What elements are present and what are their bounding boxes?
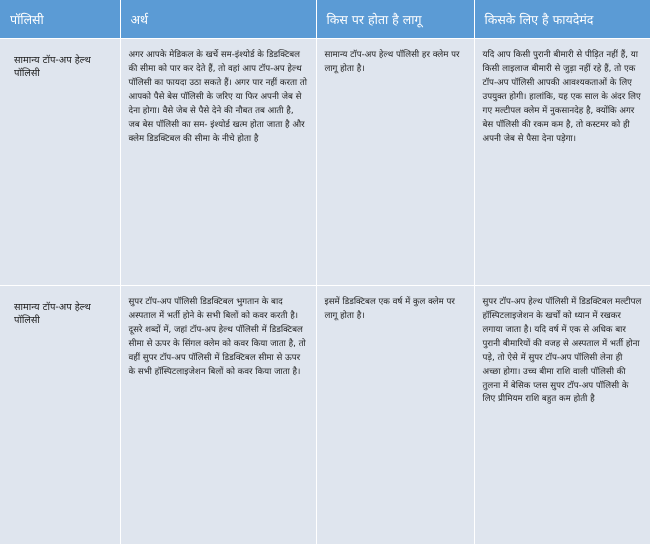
cell-policy: सामान्य टॉप-अप हेल्थ पॉलिसी — [0, 286, 120, 544]
header-policy: पॉलिसी — [0, 0, 120, 39]
header-meaning: अर्थ — [120, 0, 316, 39]
cell-applies-to: इसमें डिडक्टिबल एक वर्ष में कुल क्लेम पर लागू होता है। — [316, 286, 474, 544]
cell-beneficial-for: यदि आप किसी पुरानी बीमारी से पीड़ित नहीं हैं, या किसी लाइलाज बीमारी से जुड़ा नहीं रहे हैं, तो एक टॉप-अप पॉलिसी आपकी आवश्यकताओं के लिए उपयुक्त होगी। हालांकि, यह एक साल के अंदर लिए गए मल्टीपल क्लेम में नुकसानदेह है, क्योंकि अगर बेस पॉलिसी की रकम कम है, तो कस्टमर को ही अपनी जेब से पैसा देना पड़ेगा। — [474, 39, 650, 286]
header-beneficial-for: किसके लिए है फायदेमंद — [474, 0, 650, 39]
table-row — [0, 39, 650, 286]
cell-meaning: सुपर टॉप-अप पॉलिसी डिडक्टिबल भुगतान के बाद अस्पताल में भर्ती होने के सभी बिलों को कवर करती है। दूसरे शब्दों में, जहां टॉप-अप हेल्थ पॉलिसी में डिडक्टिबल सीमा से ऊपर के सिंगल क्लेम को कवर किया जाता है, तो वहीं सुपर टॉप-अप पॉलिसी में डिडक्टिबल सीमा से ऊपर के सभी हॉस्पिटलाइजेशन बिलों को कवर किया जाता है। — [120, 286, 316, 544]
cell-beneficial-for: सुपर टॉप-अप हेल्थ पॉलिसी में डिडक्टिबल मल्टीपल हॉस्पिटलाइजेशन के खर्चों को ध्यान में रखकर लगाया जाता है। यदि वर्ष में एक से अधिक बार पुरानी बीमारियों की वजह से अस्पताल में भर्ती होना पड़े, तो ऐसे में सुपर टॉप-अप पॉलिसी लेना ही अच्छा होगा। उच्च बीमा राशि वाली पॉलिसी की तुलना में बेसिक प्लस सुपर टॉप-अप पॉलिसी के लिए प्रीमियम राशि बहुत कम होती है — [474, 286, 650, 544]
cell-policy: सामान्य टॉप-अप हेल्थ पॉलिसी — [0, 39, 120, 286]
cell-applies-to: सामान्य टॉप-अप हेल्थ पॉलिसी हर क्लेम पर लागू होता है। — [316, 39, 474, 286]
table-header — [0, 0, 650, 39]
header-applies-to: किस पर होता है लागू — [316, 0, 474, 39]
cell-meaning: अगर आपके मेडिकल के खर्चे सम-इंश्योर्ड के डिडक्टिबल की सीमा को पार कर देते हैं, तो वहां आप टॉप-अप हेल्थ पॉलिसी का फायदा उठा सकते हैं। अगर पार नहीं करता तो आपको पैसे बेस पॉलिसी के जरिए या फिर अपनी जेब से देना होगा। वैसे जेब से पैसे देने की नौबत तब आती है, जब बेस पॉलिसी का सम- इंश्योर्ड खत्म होता जाता है और क्लेम डिडक्टिबल की सीमा के नीचे होता है — [120, 39, 316, 286]
table-row — [0, 286, 650, 544]
header-row — [0, 0, 650, 39]
table-body — [0, 39, 650, 544]
